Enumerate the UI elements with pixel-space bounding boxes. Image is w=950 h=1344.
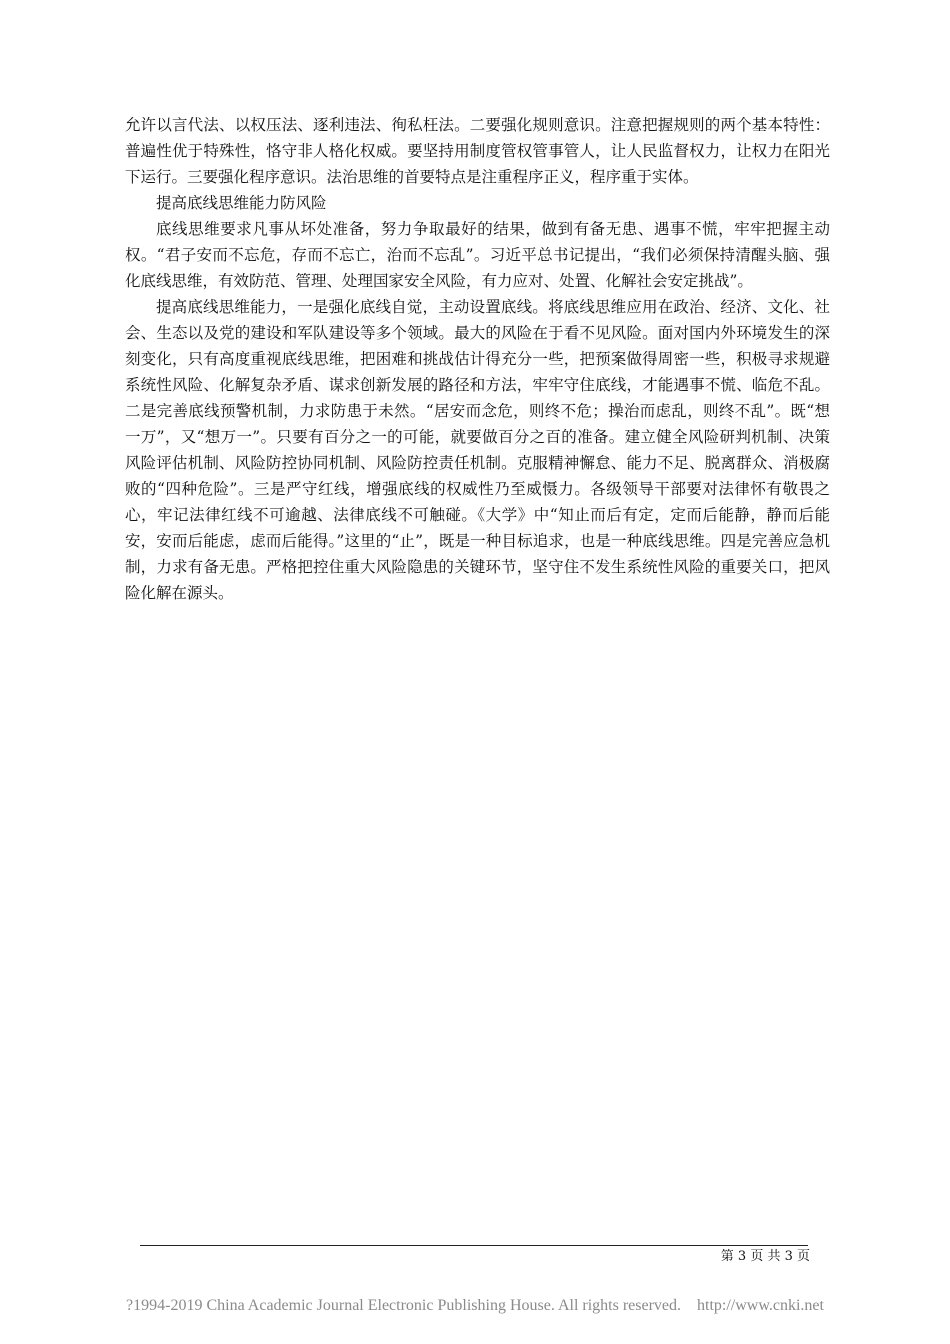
footer-divider [140,1245,808,1246]
paragraph-continuation: 允许以言代法、以权压法、逐利违法、徇私枉法。二要强化规则意识。注意把握规则的两个基本特性：普遍性优于特殊性，恪守非人格化权威。要坚持用制度管权管事管人，让人民监督权力，让权力在阳光下运行。三要强化程序意识。法治思维的首要特点是注重程序正义，程序重于实体。 [125,116,830,186]
section-heading: 提高底线思维能力防风险 [156,194,327,212]
paragraph: 提高底线思维能力，一是强化底线自觉，主动设置底线。将底线思维应用在政治、经济、文化、社会、生态以及党的建设和军队建设等多个领域。最大的风险在于看不见风险。面对国内外环境发生的深刻变化，只有高度重视底线思维，把困难和挑战估计得充分一些，把预案做得周密一些，积极寻求规避系统性风险、化解复杂矛盾、谋求创新发展的路径和方法，牢牢守住底线，才能遇事不慌、临危不乱。二是完善底线预警机制，力求防患于未然。“居安而念危，则终不危；操治而虑乱，则终不乱”。既“想一万”，又“想万一”。只要有百分之一的可能，就要做百分之百的准备。建立健全风险研判机制、决策风险评估机制、风险防控协同机制、风险防控责任机制。克服精神懈怠、能力不足、脱离群众、消极腐败的“四种危险”。三是严守红线，增强底线的权威性乃至威慑力。各级领导干部要对法律怀有敬畏之心，牢记法律红线不可逾越、法律底线不可触碰。《大学》中“知止而后有定，定而后能静，静而后能安，安而后能虑，虑而后能得。”这里的“止”，既是一种目标追求，也是一种底线思维。四是完善应急机制，力求有备无患。严格把控住重大风险隐患的关键环节，坚守住不发生系统性风险的重要关口，把风险化解在源头。 [125,298,830,602]
article-body [125,112,830,606]
paragraph: 底线思维要求凡事从坏处准备，努力争取最好的结果，做到有备无患、遇事不慌，牢牢把握主动权。“君子安而不忘危，存而不忘亡，治而不忘乱”。习近平总书记提出，“我们必须保持清醒头脑、强化底线思维，有效防范、管理、处理国家安全风险，有力应对、处置、化解社会安定挑战”。 [125,220,830,290]
page-number: 第 3 页 共 3 页 [720,1249,810,1264]
copyright-notice: ?1994-2019 China Academic Journal Electronic Publishing House. All rights reserved. http://www.cnki.net [126,1297,824,1314]
